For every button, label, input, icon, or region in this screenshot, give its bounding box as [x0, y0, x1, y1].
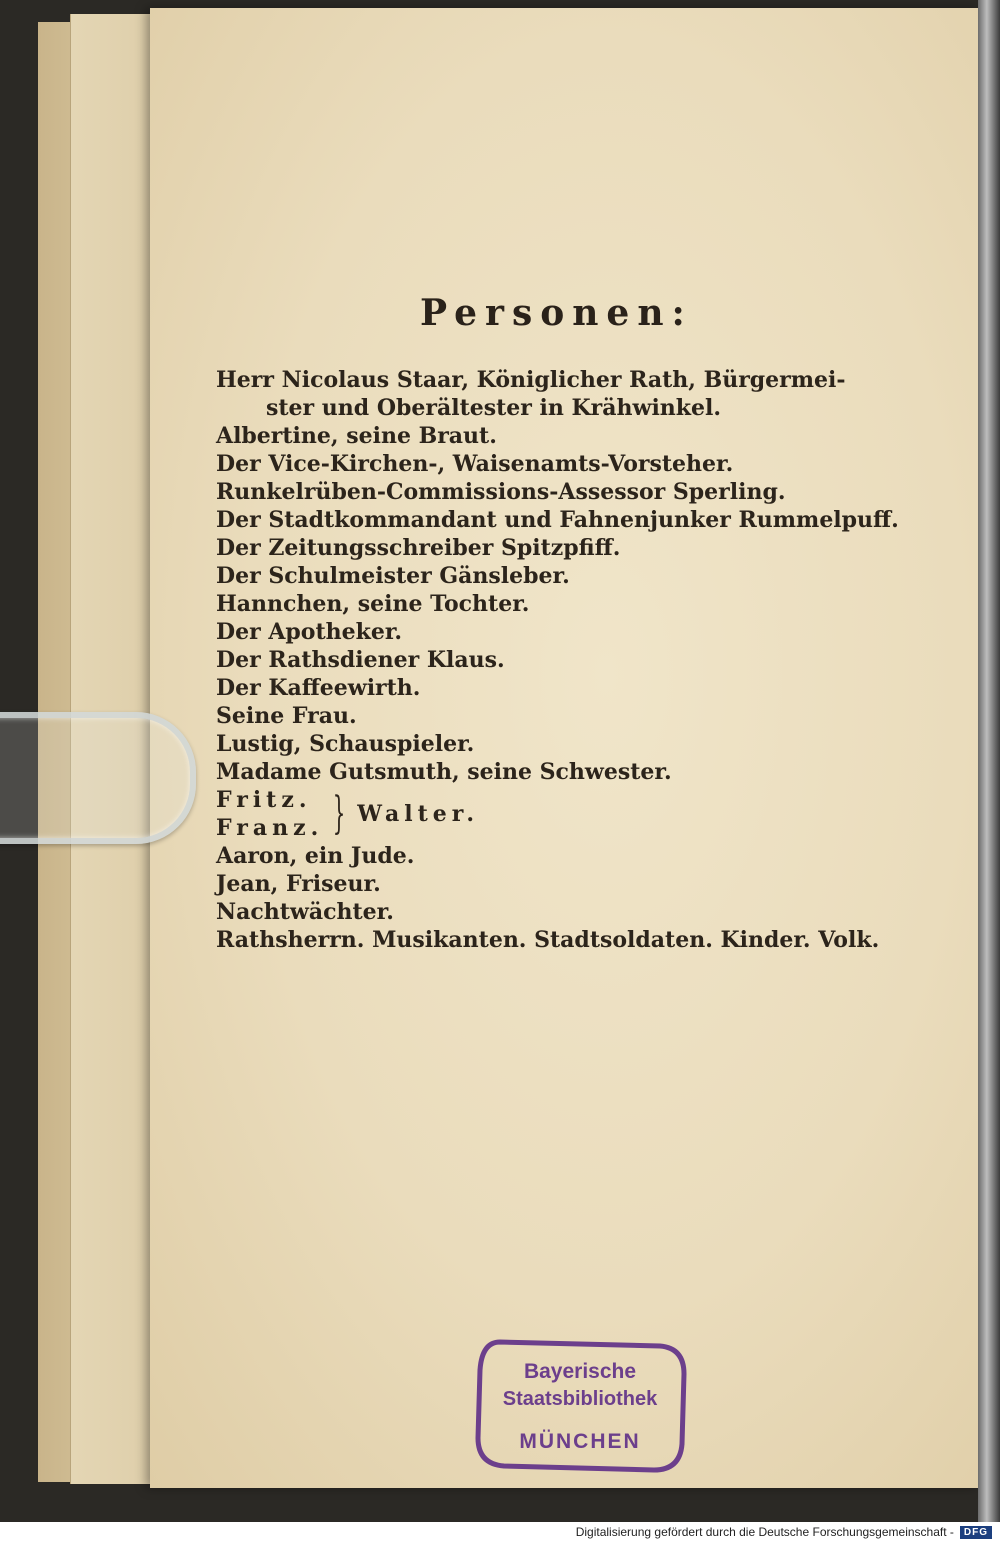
cast-line: Der Stadtkommandant und Fahnenjunker Rummelpuff. [216, 507, 899, 533]
cast-line: Aaron, ein Jude. [216, 843, 415, 869]
stamp-line-2: Staatsbibliothek [502, 1388, 658, 1410]
cast-line: ster und Oberältester in Krähwinkel. [266, 395, 722, 421]
page-heading: Personen: [420, 292, 693, 334]
cast-line: Herr Nicolaus Staar, Königlicher Rath, Bürgermei- [216, 367, 846, 393]
brace-name: Fritz. [216, 787, 312, 813]
cast-line: Der Rathsdiener Klaus. [216, 647, 505, 673]
brace-names [216, 786, 323, 842]
cast-line: Albertine, seine Braut. [216, 423, 497, 449]
plastic-page-clip [0, 712, 196, 844]
curly-brace-icon: } [332, 788, 346, 839]
cast-line: Der Zeitungsschreiber Spitzpfiff. [216, 535, 621, 561]
funding-note: Digitalisierung gefördert durch die Deutsche Forschungsgemeinschaft - [575, 1525, 954, 1539]
stamp-line-1: Bayerische [523, 1360, 637, 1383]
cast-line: Rathsherrn. Musikanten. Stadtsoldaten. Kinder. Volk. [216, 927, 880, 953]
brace-group [216, 786, 936, 842]
cast-list [216, 366, 936, 954]
cast-line: Der Vice-Kirchen-, Waisenamts-Vorsteher. [216, 451, 734, 477]
stamp-line-3: MÜNCHEN [519, 1430, 641, 1453]
cast-line: Der Schulmeister Gänsleber. [216, 563, 570, 589]
cast-line: Jean, Friseur. [216, 871, 381, 897]
brace-name: Franz. [216, 815, 324, 841]
cast-line: Hannchen, seine Tochter. [216, 591, 530, 617]
cast-line: Runkelrüben-Commissions-Assessor Sperling. [216, 479, 786, 505]
scanner-edge [978, 0, 1000, 1522]
cast-line: Der Apotheker. [216, 619, 403, 645]
cast-line: Nachtwächter. [216, 899, 394, 925]
cast-line: Der Kaffeewirth. [216, 675, 421, 701]
cast-line: Lustig, Schauspieler. [216, 731, 475, 757]
cast-line: Seine Frau. [216, 703, 357, 729]
library-stamp [470, 1336, 690, 1476]
footer-bar [0, 1522, 1000, 1542]
brace-surname: Walter. [357, 801, 480, 827]
dfg-logo: DFG [960, 1526, 992, 1539]
cast-line: Madame Gutsmuth, seine Schwester. [216, 759, 672, 785]
